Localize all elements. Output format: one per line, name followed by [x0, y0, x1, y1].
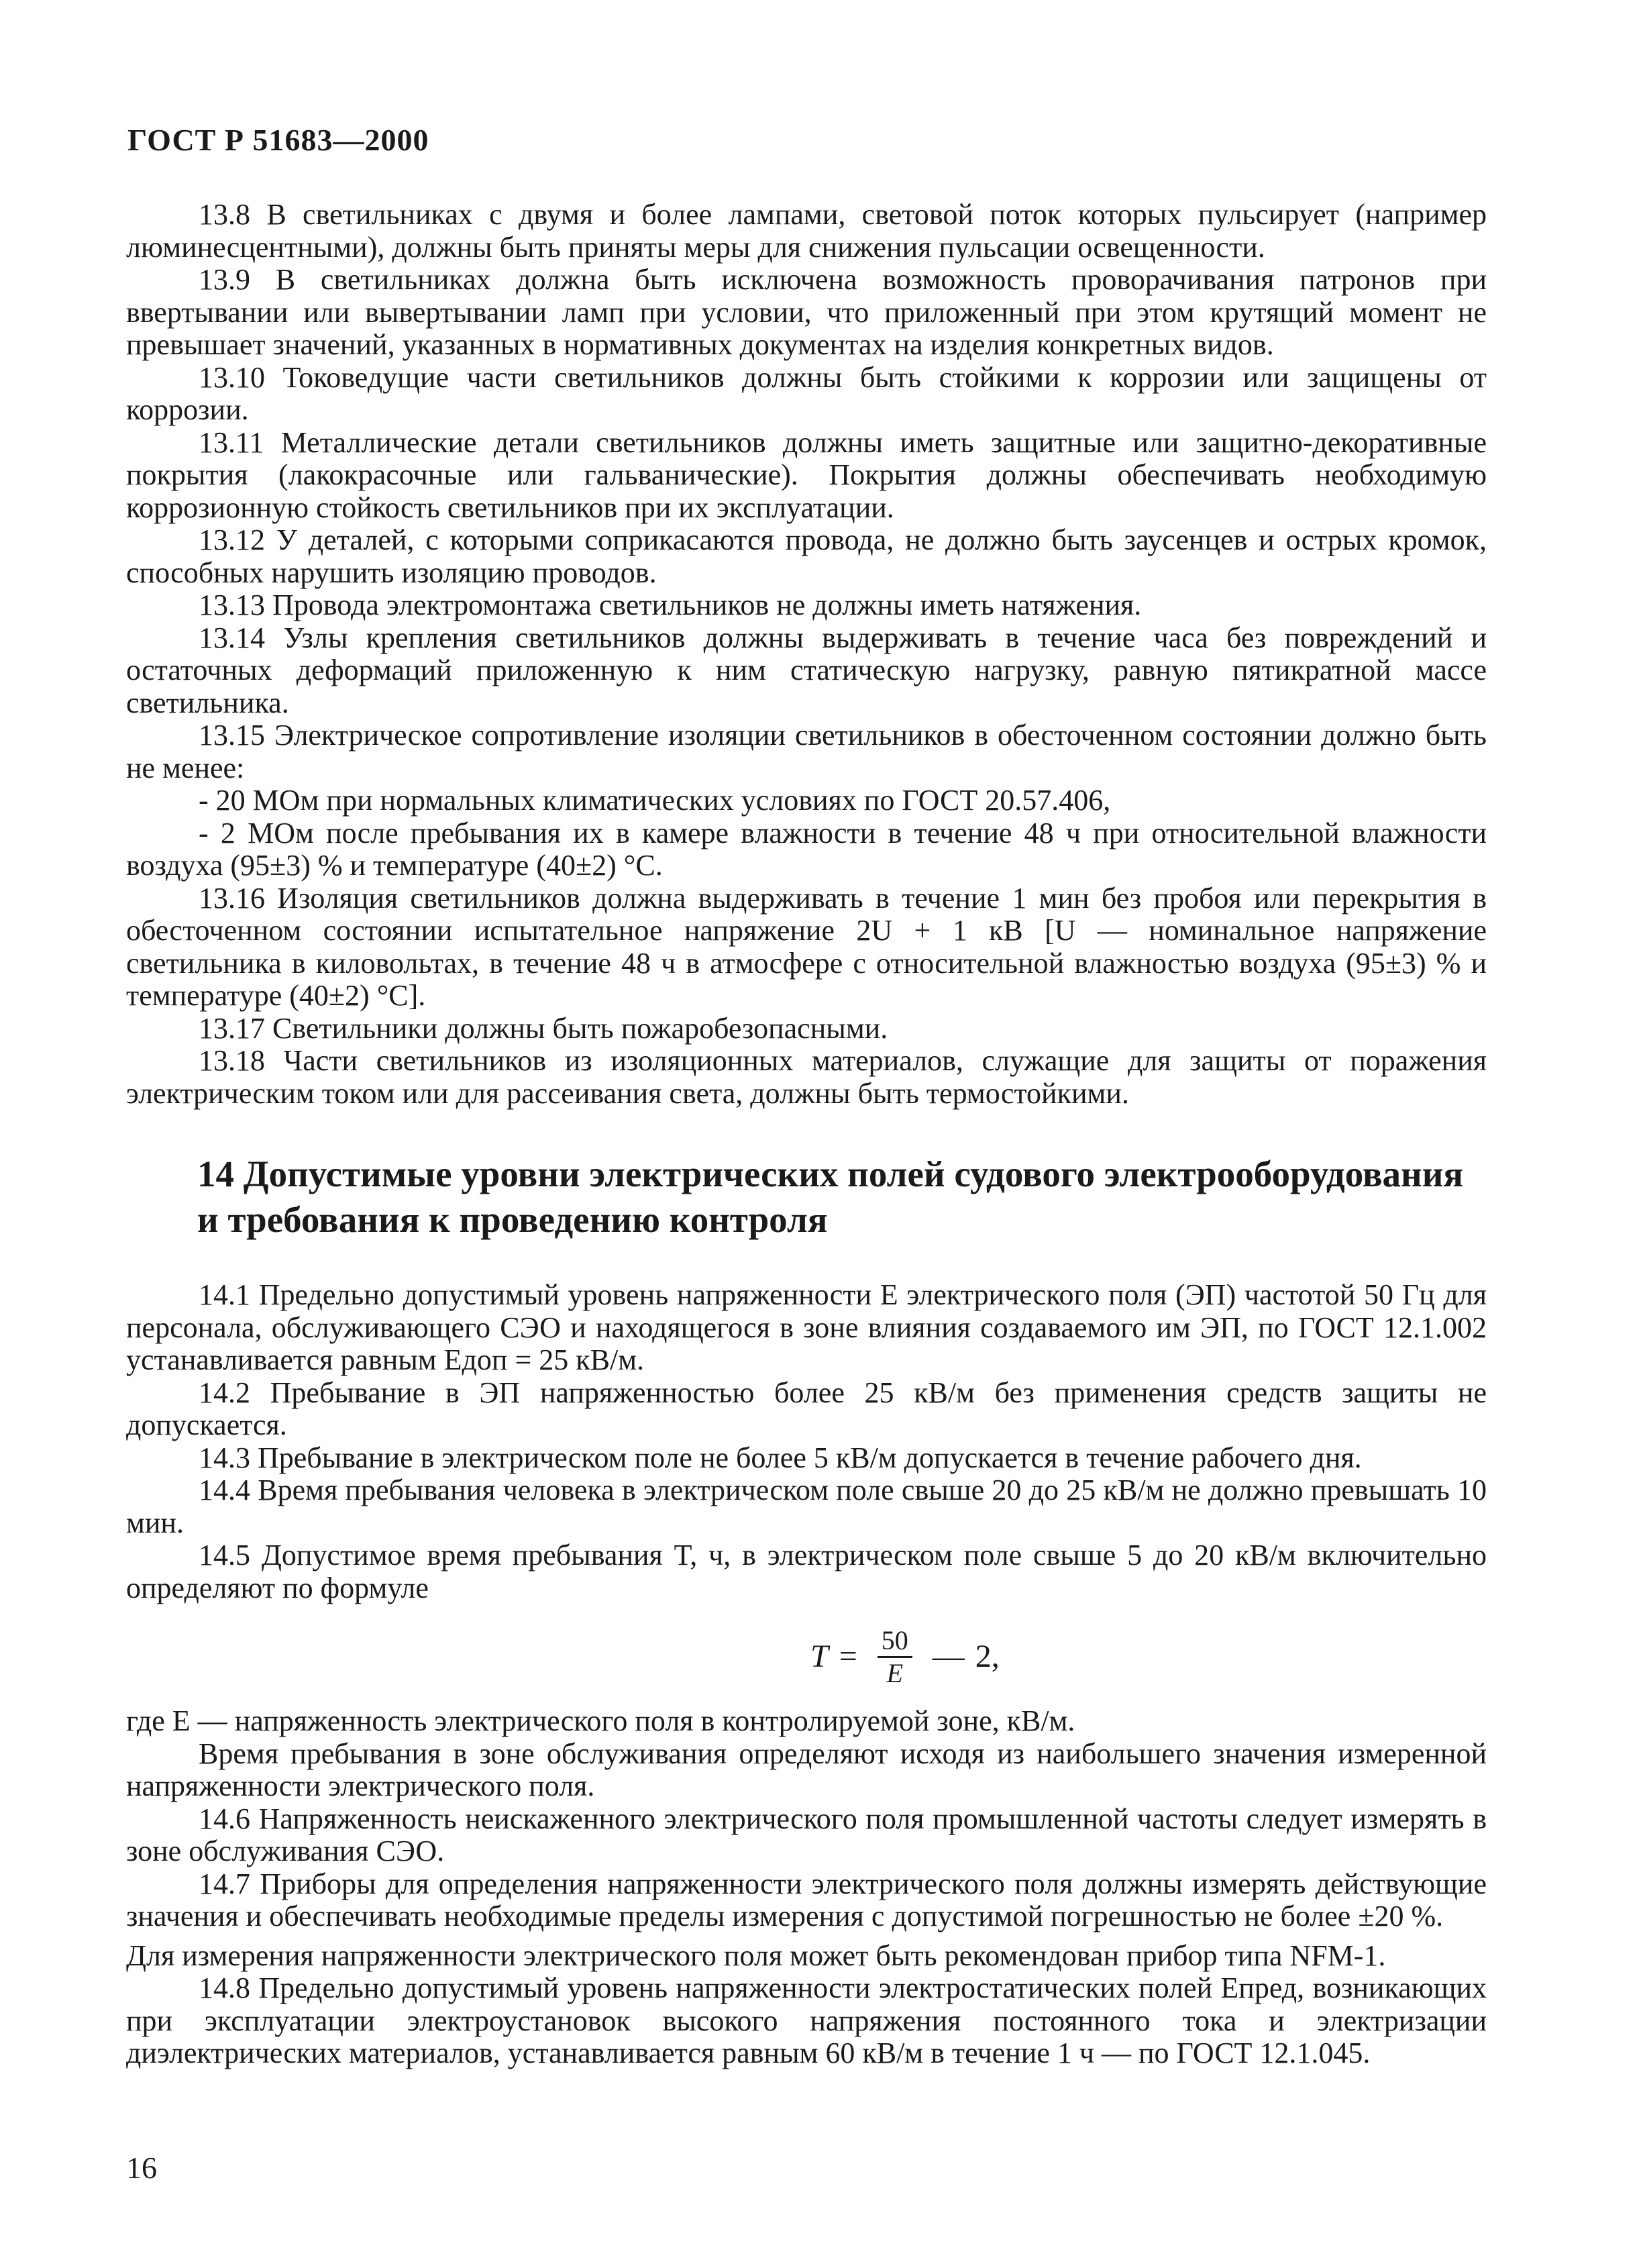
formula-fraction	[878, 1625, 912, 1689]
paragraph-14-7: 14.7 Приборы для определения напряженности электрического поля должны измерять действующие значения и обеспечивать необходимые пределы измерения с допустимой погрешностью не более ±20 %.	[126, 1867, 1487, 1932]
formula-constant: 2,	[975, 1638, 1000, 1674]
formula-denominator: E	[886, 1657, 903, 1688]
formula-numerator: 50	[878, 1625, 912, 1658]
document-header: ГОСТ Р 51683—2000	[127, 123, 429, 157]
paragraph-13-13: 13.13 Провода электромонтажа светильников не должны иметь натяжения.	[199, 588, 1142, 621]
paragraph-13-8: 13.8 В светильниках с двумя и более лампами, световой поток которых пульсирует (например люминесцентными), должны быть приняты меры для снижения пульсации освещенности.	[126, 198, 1487, 264]
paragraph-13-11: 13.11 Металлические детали светильников должны иметь защитные или защитно-декоративные покрытия (лакокрасочные или гальванические). Покрытия должны обеспечивать необходимую коррозионную стойкость светильников при их эксплуатации.	[126, 425, 1487, 524]
page-number: 16	[126, 2151, 157, 2185]
paragraph-14-3: 14.3 Пребывание в электрическом поле не более 5 кВ/м допускается в течение рабочего дня.	[199, 1441, 1362, 1474]
paragraph-13-16: 13.16 Изоляция светильников должна выдерживать в течение 1 мин без пробоя или перекрытия в обесточенном состоянии испытательное напряжение 2U + 1 кВ [U — номинальное напряжение светильника в киловольтах, в течение 48 ч в атмосфере с относительной влажностью воздуха (95±3) % и температуре (40±2) °С].	[126, 881, 1487, 1012]
formula-minus: —	[932, 1638, 965, 1674]
paragraph-time-basis: Время пребывания в зоне обслуживания определяют исходя из наибольшего значения измеренной напряженности электрического поля.	[126, 1737, 1487, 1802]
formula-time-limit	[126, 1616, 1487, 1697]
paragraph-14-8: 14.8 Предельно допустимый уровень напряженности электростатических полей Eпред, возникающих при эксплуатации электроустановок высокого напряжения постоянного тока и электризации диэлектрических материалов, устанавливается равным 60 кВ/м в течение 1 ч — по ГОСТ 12.1.045.	[126, 1971, 1487, 2069]
paragraph-14-6: 14.6 Напряженность неискаженного электрического поля промышленной частоты следует измерять в зоне обслуживания СЭО.	[126, 1802, 1487, 1867]
formula-lhs: T	[810, 1638, 829, 1674]
paragraph-nfm-1: Для измерения напряженности электрического поля может быть рекомендован прибор типа NFM-1.	[126, 1939, 1386, 1972]
paragraph-13-9: 13.9 В светильниках должна быть исключена возможность проворачивания патронов при ввертывании или вывертывании ламп при условии, что приложенный при этом крутящий момент не превышает значений, указанных в нормативных документах на изделия конкретных видов.	[126, 263, 1487, 361]
paragraph-14-4: 14.4 Время пребывания человека в электрическом поле свыше 20 до 25 кВ/м не должно превышать 10 мин.	[126, 1474, 1487, 1539]
document-body	[126, 199, 1487, 2070]
paragraph-13-14: 13.14 Узлы крепления светильников должны выдерживать в течение часа без повреждений и остаточных деформаций приложенную к ним статическую нагрузку, равную пятикратной массе светильника.	[126, 621, 1487, 719]
paragraph-13-12: 13.12 У деталей, с которыми соприкасаются провода, не должно быть заусенцев и острых кромок, способных нарушить изоляцию проводов.	[126, 523, 1487, 589]
section-14-title: 14 Допустимые уровни электрических полей судового электрооборудования и требования к проведению контроля	[197, 1153, 1464, 1240]
paragraph-14-2: 14.2 Пребывание в ЭП напряженностью более 25 кВ/м без применения средств защиты не допускается.	[126, 1376, 1487, 1441]
paragraph-14-5: 14.5 Допустимое время пребывания T, ч, в электрическом поле свыше 5 до 20 кВ/м включительно определяют по формуле	[126, 1539, 1487, 1604]
paragraph-13-15: 13.15 Электрическое сопротивление изоляции светильников в обесточенном состоянии должно быть не менее:	[126, 719, 1487, 784]
paragraph-13-10: 13.10 Токоведущие части светильников должны быть стойкими к коррозии или защищены от коррозии.	[126, 360, 1487, 426]
formula-explanation: где E — напряженность электрического поля в контролируемой зоне, кВ/м.	[126, 1704, 1075, 1737]
list-item-2-mohm: - 2 МОм после пребывания их в камере влажности в течение 48 ч при относительной влажности воздуха (95±3) % и температуре (40±2) °С.	[126, 816, 1487, 882]
paragraph-13-18: 13.18 Части светильников из изоляционных материалов, служащие для защиты от поражения электрическим током или для рассеивания света, должны быть термостойкими.	[126, 1044, 1487, 1110]
paragraph-13-17: 13.17 Светильники должны быть пожаробезопасными.	[199, 1011, 888, 1045]
list-item-20-mohm: - 20 МОм при нормальных климатических условиях по ГОСТ 20.57.406,	[199, 784, 1111, 817]
paragraph-14-1: 14.1 Предельно допустимый уровень напряженности E электрического поля (ЭП) частотой 50 Гц для персонала, обслуживающего СЭО и находящегося в зоне влияния создаваемого им ЭП, по ГОСТ 12.1.002 устанавливается равным Eдоп = 25 кВ/м.	[126, 1278, 1487, 1376]
formula-equals: =	[839, 1638, 857, 1674]
